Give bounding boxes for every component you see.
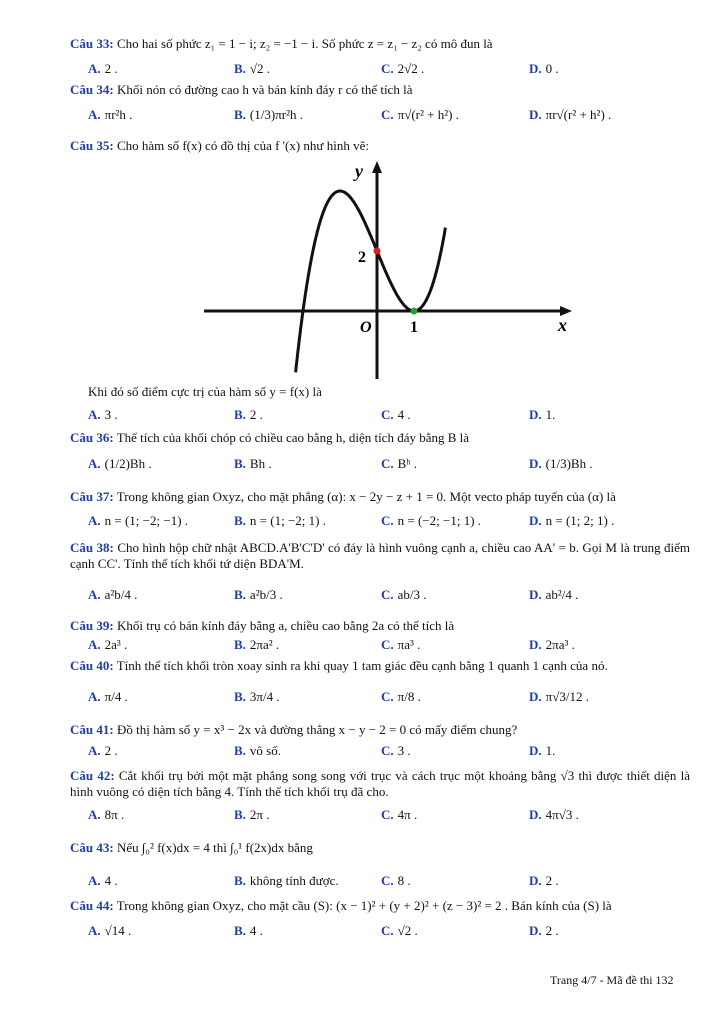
option-c[interactable]: C. π/8 . (381, 689, 421, 704)
derivative-graph (200, 155, 580, 385)
question-44 (70, 898, 690, 914)
option-c[interactable]: C. √2 . (381, 923, 418, 938)
option-b[interactable]: B. vô số. (234, 743, 281, 758)
option-b[interactable]: B. (1/3)πr²h . (234, 107, 303, 122)
option-c[interactable]: C. 2√2 . (381, 61, 425, 76)
option-a[interactable]: A. 8π . (88, 807, 125, 822)
option-b[interactable]: B. 2π . (234, 807, 270, 822)
option-b[interactable]: B. Bh . (234, 456, 272, 471)
option-a[interactable]: A. 2 . (88, 61, 118, 76)
question-text: Thể tích của khối chóp có chiều cao bằng h, diện tích đáy bằng B là (116, 430, 470, 445)
question-33 (70, 36, 690, 52)
options-36 (88, 455, 688, 473)
page-footer: Trang 4/7 - Mã đề thi 132 (550, 973, 674, 987)
options-34 (88, 106, 688, 124)
option-b[interactable]: B. 3π/4 . (234, 689, 280, 704)
question-number: Câu 34: (70, 82, 114, 97)
tick-x-1: 1 (410, 319, 418, 336)
option-a[interactable]: A. 2a³ . (88, 637, 128, 652)
point-y-intercept (374, 248, 381, 255)
option-d[interactable]: D. 2πa³ . (529, 637, 575, 652)
option-a[interactable]: A. a²b/4 . (88, 587, 138, 602)
question-text: Trong không gian Oxyz, cho mặt phẳng (α): x − 2y − z + 1 = 0. Một vecto pháp tuyến của (α) là (116, 489, 616, 504)
question-43 (70, 840, 690, 856)
option-b[interactable]: B. không tính được. (234, 873, 339, 888)
question-number: Câu 35: (70, 138, 114, 153)
question-42 (70, 768, 690, 800)
option-c[interactable]: C. πa³ . (381, 637, 421, 652)
question-number: Câu 33: (70, 36, 114, 51)
option-d[interactable]: D. 2 . (529, 873, 559, 888)
y-axis-arrow (372, 161, 382, 173)
option-c[interactable]: C. 8 . (381, 873, 411, 888)
option-b[interactable]: B. n = (1; −2; 1) . (234, 513, 326, 528)
option-a[interactable]: A. (1/2)Bh . (88, 456, 152, 471)
question-36 (70, 430, 690, 446)
question-34 (70, 82, 690, 98)
option-d[interactable]: D. 2 . (529, 923, 559, 938)
option-a[interactable]: A. 3 . (88, 407, 118, 422)
question-text: Khối trụ có bán kính đáy bằng a, chiều cao bằng 2a có thể tích là (116, 618, 455, 633)
question-text: Cho hàm số f(x) có đồ thị của f '(x) như hình vẽ: (116, 138, 369, 153)
option-c[interactable]: C. 4 . (381, 407, 411, 422)
option-b[interactable]: B. a²b/3 . (234, 587, 283, 602)
option-c[interactable]: C. π√(r² + h²) . (381, 107, 459, 122)
question-39 (70, 618, 690, 634)
question-37 (70, 489, 690, 505)
question-text: Cho hai số phức z₁ = 1 − i; z₂ = −1 − i. Số phức z = z₁ − z₂ có mô đun là (116, 36, 493, 51)
question-38 (70, 540, 690, 572)
option-d[interactable]: D. 4π√3 . (529, 807, 579, 822)
options-35 (88, 406, 688, 424)
question-41 (70, 722, 690, 738)
options-42 (88, 806, 688, 824)
options-39 (88, 636, 688, 654)
option-d[interactable]: D. 1. (529, 743, 556, 758)
question-number: Câu 44: (70, 898, 114, 913)
options-41 (88, 742, 688, 760)
question-number: Câu 40: (70, 658, 114, 673)
option-a[interactable]: A. 2 . (88, 743, 118, 758)
x-axis-label: x (558, 315, 567, 335)
option-d[interactable]: D. (1/3)Bh . (529, 456, 593, 471)
option-d[interactable]: D. ab²/4 . (529, 587, 579, 602)
option-c[interactable]: C. ab/3 . (381, 587, 427, 602)
options-38 (88, 586, 688, 604)
options-33 (88, 60, 688, 78)
option-a[interactable]: A. √14 . (88, 923, 132, 938)
option-c[interactable]: C. Bʰ . (381, 456, 417, 471)
option-d[interactable]: D. n = (1; 2; 1) . (529, 513, 615, 528)
point-root-1 (411, 308, 418, 315)
question-number: Câu 41: (70, 722, 114, 737)
option-d[interactable]: D. 0 . (529, 61, 559, 76)
question-number: Câu 39: (70, 618, 114, 633)
question-text: Nếu ∫₀² f(x)dx = 4 thì ∫₀¹ f(2x)dx bằng (116, 840, 313, 855)
options-37 (88, 512, 688, 530)
question-40 (70, 658, 690, 674)
options-40 (88, 688, 688, 706)
question-number: Câu 43: (70, 840, 114, 855)
option-b[interactable]: B. 2πa² . (234, 637, 280, 652)
option-c[interactable]: C. 3 . (381, 743, 411, 758)
question-text: Đồ thị hàm số y = x³ − 2x và đường thẳng x − y − 2 = 0 có mấy điểm chung? (116, 722, 518, 737)
option-a[interactable]: A. 4 . (88, 873, 118, 888)
question-text: Cắt khối trụ bởi một mặt phẳng song song với trục và cách trục một khoảng bằng √3 thì được thiết diện là hình vuông có diện tích bằng 4. Tính thể tích khối trụ đã cho. (70, 768, 691, 799)
fprime-curve (296, 191, 446, 372)
followup-text: Khi đó số điểm cực trị của hàm số y = f(x) là (88, 384, 322, 399)
question-35 (70, 138, 690, 154)
option-b[interactable]: B. 4 . (234, 923, 263, 938)
tick-y-2: 2 (358, 249, 366, 266)
question-number: Câu 42: (70, 768, 115, 783)
question-text: Cho hình hộp chữ nhật ABCD.A'B'C'D' có đáy là hình vuông cạnh a, chiều cao AA' = b. Gọi M là trung điểm cạnh CC'. Tính thể tích khối tứ diện BDA'M. (70, 540, 691, 571)
option-d[interactable]: D. π√3/12 . (529, 689, 589, 704)
option-a[interactable]: A. π/4 . (88, 689, 128, 704)
origin-label: O (360, 319, 372, 336)
question-text: Trong không gian Oxyz, cho mặt cầu (S): (x − 1)² + (y + 2)² + (z − 3)² = 2 . Bán kính của (S) là (116, 898, 612, 913)
option-b[interactable]: B. 2 . (234, 407, 263, 422)
option-a[interactable]: A. n = (1; −2; −1) . (88, 513, 189, 528)
option-a[interactable]: A. πr²h . (88, 107, 133, 122)
option-c[interactable]: C. 4π . (381, 807, 418, 822)
option-d[interactable]: D. πr√(r² + h²) . (529, 107, 612, 122)
options-44 (88, 922, 688, 940)
option-d[interactable]: D. 1. (529, 407, 556, 422)
options-43 (88, 872, 688, 890)
question-text: Khối nón có đường cao h và bán kính đáy r có thể tích là (116, 82, 413, 97)
question-text: Tính thể tích khối tròn xoay sinh ra khi quay 1 tam giác đều cạnh bằng 1 quanh 1 cạnh của nó. (116, 658, 608, 673)
option-c[interactable]: C. n = (−2; −1; 1) . (381, 513, 482, 528)
question-number: Câu 38: (70, 540, 114, 555)
question-number: Câu 36: (70, 430, 114, 445)
y-axis-label: y (355, 161, 363, 181)
question-number: Câu 37: (70, 489, 114, 504)
option-b[interactable]: B. √2 . (234, 61, 271, 76)
question-35-followup (88, 384, 708, 400)
